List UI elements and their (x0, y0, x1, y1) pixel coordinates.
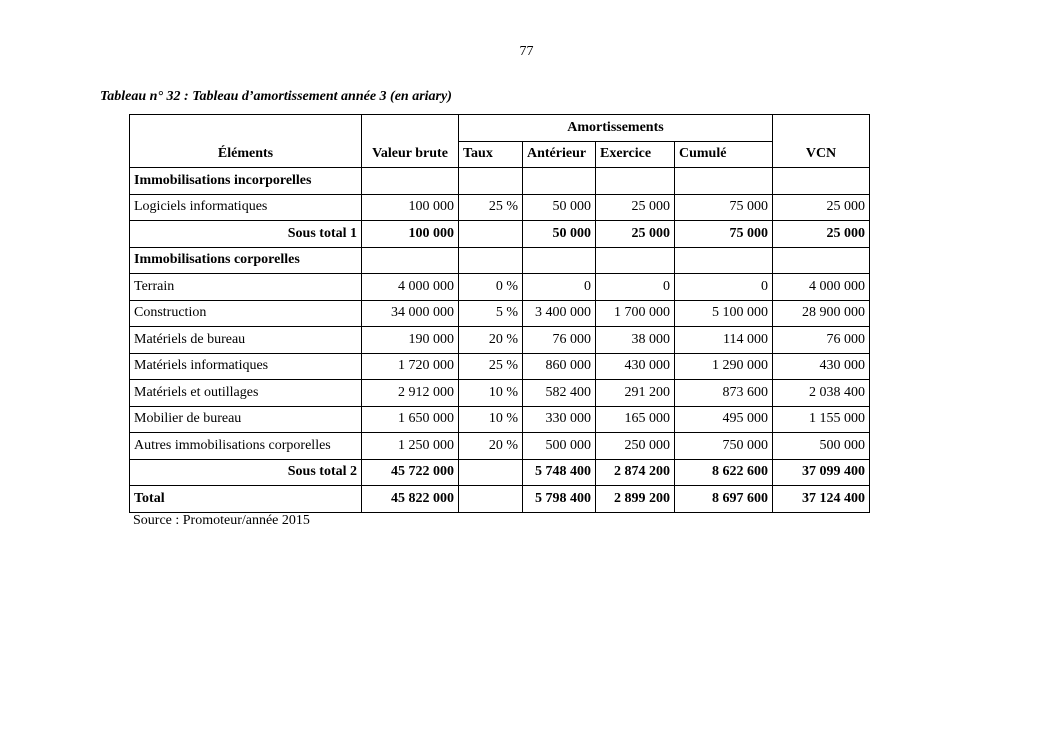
row-label: Matériels de bureau (130, 327, 362, 354)
cell-exercice (596, 247, 675, 274)
cell-taux: 25 % (459, 194, 523, 221)
cell-exercice: 2 899 200 (596, 486, 675, 513)
cell-exercice: 291 200 (596, 380, 675, 407)
cell-valeur-brute: 190 000 (362, 327, 459, 354)
table-row (130, 300, 870, 327)
cell-exercice: 2 874 200 (596, 459, 675, 486)
header-elements: Éléments (130, 115, 362, 168)
cell-anterieur: 860 000 (523, 353, 596, 380)
cell-valeur-brute: 1 250 000 (362, 433, 459, 460)
table-row (130, 221, 870, 248)
table-caption: Tableau n° 32 : Tableau d’amortissement année 3 (en ariary) (100, 89, 452, 104)
cell-anterieur (523, 168, 596, 195)
cell-valeur-brute (362, 168, 459, 195)
row-label: Logiciels informatiques (130, 194, 362, 221)
header-amortissements: Amortissements (459, 115, 773, 142)
cell-valeur-brute: 34 000 000 (362, 300, 459, 327)
cell-cumule: 0 (675, 274, 773, 301)
row-label: Matériels et outillages (130, 380, 362, 407)
cell-vcn: 37 124 400 (773, 486, 870, 513)
cell-vcn (773, 168, 870, 195)
cell-valeur-brute: 45 722 000 (362, 459, 459, 486)
header-exercice: Exercice (596, 141, 675, 168)
cell-exercice: 430 000 (596, 353, 675, 380)
row-label: Mobilier de bureau (130, 406, 362, 433)
cell-exercice: 25 000 (596, 194, 675, 221)
cell-valeur-brute (362, 247, 459, 274)
page-number: 77 (519, 44, 534, 59)
cell-taux: 5 % (459, 300, 523, 327)
cell-anterieur: 76 000 (523, 327, 596, 354)
cell-anterieur: 330 000 (523, 406, 596, 433)
row-label: Autres immobilisations corporelles (130, 433, 362, 460)
row-label: Construction (130, 300, 362, 327)
table-row (130, 380, 870, 407)
cell-anterieur: 50 000 (523, 194, 596, 221)
source-note: Source : Promoteur/année 2015 (133, 513, 310, 528)
header-valeur-brute: Valeur brute (362, 115, 459, 168)
cell-anterieur: 582 400 (523, 380, 596, 407)
cell-cumule: 75 000 (675, 221, 773, 248)
cell-taux (459, 247, 523, 274)
cell-vcn: 25 000 (773, 194, 870, 221)
cell-valeur-brute: 2 912 000 (362, 380, 459, 407)
cell-taux (459, 168, 523, 195)
cell-vcn: 1 155 000 (773, 406, 870, 433)
cell-anterieur: 500 000 (523, 433, 596, 460)
cell-cumule: 8 622 600 (675, 459, 773, 486)
cell-cumule (675, 168, 773, 195)
row-label: Immobilisations incorporelles (130, 168, 362, 195)
cell-vcn: 37 099 400 (773, 459, 870, 486)
table-row (130, 353, 870, 380)
table-row (130, 194, 870, 221)
table-row (130, 459, 870, 486)
cell-taux (459, 486, 523, 513)
header-taux: Taux (459, 141, 523, 168)
cell-taux (459, 459, 523, 486)
cell-cumule: 75 000 (675, 194, 773, 221)
cell-taux: 25 % (459, 353, 523, 380)
cell-cumule: 750 000 (675, 433, 773, 460)
cell-exercice: 165 000 (596, 406, 675, 433)
cell-valeur-brute: 45 822 000 (362, 486, 459, 513)
cell-taux (459, 221, 523, 248)
cell-anterieur: 50 000 (523, 221, 596, 248)
cell-valeur-brute: 1 650 000 (362, 406, 459, 433)
header-vcn: VCN (773, 115, 870, 168)
cell-anterieur: 5 748 400 (523, 459, 596, 486)
row-label: Total (130, 486, 362, 513)
cell-vcn: 76 000 (773, 327, 870, 354)
cell-vcn: 28 900 000 (773, 300, 870, 327)
cell-anterieur: 5 798 400 (523, 486, 596, 513)
cell-exercice: 250 000 (596, 433, 675, 460)
header-cumule: Cumulé (675, 141, 773, 168)
cell-valeur-brute: 4 000 000 (362, 274, 459, 301)
cell-valeur-brute: 1 720 000 (362, 353, 459, 380)
amortization-table (129, 114, 870, 513)
cell-taux: 10 % (459, 380, 523, 407)
table-row (130, 406, 870, 433)
table-row (130, 433, 870, 460)
table-row (130, 247, 870, 274)
cell-vcn: 25 000 (773, 221, 870, 248)
table-row (130, 486, 870, 513)
cell-anterieur: 0 (523, 274, 596, 301)
cell-anterieur (523, 247, 596, 274)
cell-cumule: 495 000 (675, 406, 773, 433)
row-label: Immobilisations corporelles (130, 247, 362, 274)
header-anterieur: Antérieur (523, 141, 596, 168)
cell-taux: 0 % (459, 274, 523, 301)
cell-exercice: 0 (596, 274, 675, 301)
cell-vcn: 2 038 400 (773, 380, 870, 407)
cell-taux: 20 % (459, 433, 523, 460)
row-label: Terrain (130, 274, 362, 301)
cell-taux: 10 % (459, 406, 523, 433)
cell-taux: 20 % (459, 327, 523, 354)
cell-cumule: 8 697 600 (675, 486, 773, 513)
cell-valeur-brute: 100 000 (362, 194, 459, 221)
row-label: Sous total 2 (130, 459, 362, 486)
table-body (130, 168, 870, 513)
table-row (130, 274, 870, 301)
row-label: Sous total 1 (130, 221, 362, 248)
cell-cumule (675, 247, 773, 274)
cell-valeur-brute: 100 000 (362, 221, 459, 248)
cell-cumule: 1 290 000 (675, 353, 773, 380)
cell-anterieur: 3 400 000 (523, 300, 596, 327)
table-row (130, 327, 870, 354)
cell-exercice: 1 700 000 (596, 300, 675, 327)
table-row (130, 168, 870, 195)
cell-vcn (773, 247, 870, 274)
cell-exercice: 38 000 (596, 327, 675, 354)
cell-vcn: 500 000 (773, 433, 870, 460)
cell-exercice (596, 168, 675, 195)
cell-vcn: 430 000 (773, 353, 870, 380)
cell-cumule: 114 000 (675, 327, 773, 354)
cell-cumule: 873 600 (675, 380, 773, 407)
cell-vcn: 4 000 000 (773, 274, 870, 301)
row-label: Matériels informatiques (130, 353, 362, 380)
cell-cumule: 5 100 000 (675, 300, 773, 327)
cell-exercice: 25 000 (596, 221, 675, 248)
